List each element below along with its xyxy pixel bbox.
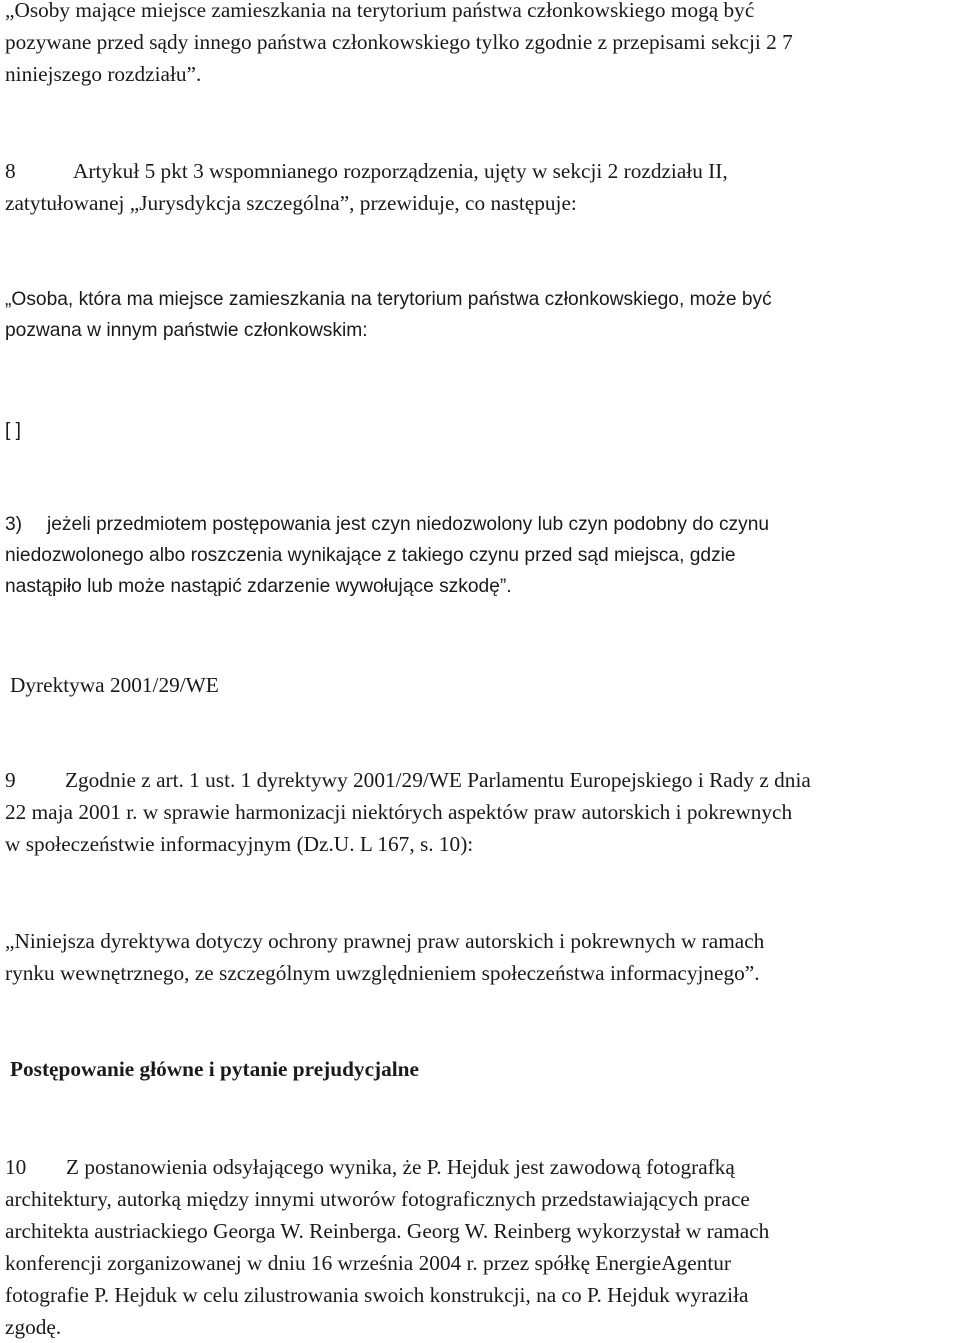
text-line: „Osoby mające miejsce zamieszkania na terytorium państwa członkowskiego mogą być [5,0,755,22]
section-heading [10,1053,960,1085]
text-line: konferencji zorganizowanej w dniu 16 września 2004 r. przez spółkę EnergieAgentur [5,1251,732,1275]
text-line: w społeczeństwie informacyjnym (Dz.U. L 167, s. 10): [5,832,474,856]
paragraph-text: Z postanowienia odsyłającego wynika, że P. Hejduk jest zawodową fotografką [66,1155,735,1179]
text-line: pozywane przed sądy innego państwa członkowskiego tylko zgodnie z przepisami sekcji 2 7 [5,30,793,54]
text-line: fotografie P. Hejduk w celu zilustrowania swoich konstrukcji, na co P. Hejduk wyraziła [5,1283,749,1307]
text-line: rynku wewnętrznego, ze szczególnym uwzględnieniem społeczeństwa informacyjnego”. [5,961,760,985]
directive-title [10,669,960,701]
paragraph-number: 8 [5,159,16,183]
text-line: architekta austriackiego Georga W. Reinberga. Georg W. Reinberg wykorzystał w ramach [5,1219,770,1243]
quote-intro [5,0,960,90]
paragraph-number: 9 [5,768,16,792]
ellipsis [5,415,960,446]
ellipsis-text: [ ] [5,420,21,441]
list-item-3 [5,509,960,602]
text-line [5,509,960,540]
list-item-text: jeżeli przedmiotem postępowania jest czyn niedozwolony lub czyn podobny do czynu [47,514,770,535]
text-line: zatytułowanej „Jurysdykcja szczególna”, przewiduje, co następuje: [5,191,577,215]
paragraph-text: Zgodnie z art. 1 ust. 1 dyrektywy 2001/29/WE Parlamentu Europejskiego i Rady z dnia [65,768,811,792]
quote-dyrektywa [5,925,960,989]
text-line [5,155,960,187]
text-line: „Osoba, która ma miejsce zamieszkania na terytorium państwa członkowskiego, może być [5,289,772,310]
paragraph-8 [5,155,960,219]
text-line: nastąpiło lub może nastąpić zdarzenie wywołujące szkodę”. [5,576,512,597]
text-line: niedozwolonego albo roszczenia wynikające z takiego czynu przed sąd miejsca, gdzie [5,545,736,566]
paragraph-9 [5,764,960,860]
title-text: Dyrektywa 2001/29/WE [10,673,219,697]
paragraph-text: Artykuł 5 pkt 3 wspomnianego rozporządzenia, ujęty w sekcji 2 rozdziału II, [73,159,728,183]
text-line [5,1151,960,1183]
text-line: architektury, autorką między innymi utworów fotograficznych przedstawiających prace [5,1187,750,1211]
paragraph-number: 10 [5,1155,27,1179]
text-line [5,764,960,796]
heading-text: Postępowanie główne i pytanie prejudycjalne [10,1057,419,1081]
text-line: 22 maja 2001 r. w sprawie harmonizacji niektórych aspektów praw autorskich i pokrewnych [5,800,793,824]
text-line: niniejszego rozdziału”. [5,62,202,86]
text-line: pozwana w innym państwie członkowskim: [5,320,368,341]
quote-osoba [5,284,960,346]
text-line: zgodę. [5,1315,62,1339]
paragraph-10 [5,1151,960,1343]
list-marker: 3) [5,514,23,535]
text-line: „Niniejsza dyrektywa dotyczy ochrony prawnej praw autorskich i pokrewnych w ramach [5,929,765,953]
